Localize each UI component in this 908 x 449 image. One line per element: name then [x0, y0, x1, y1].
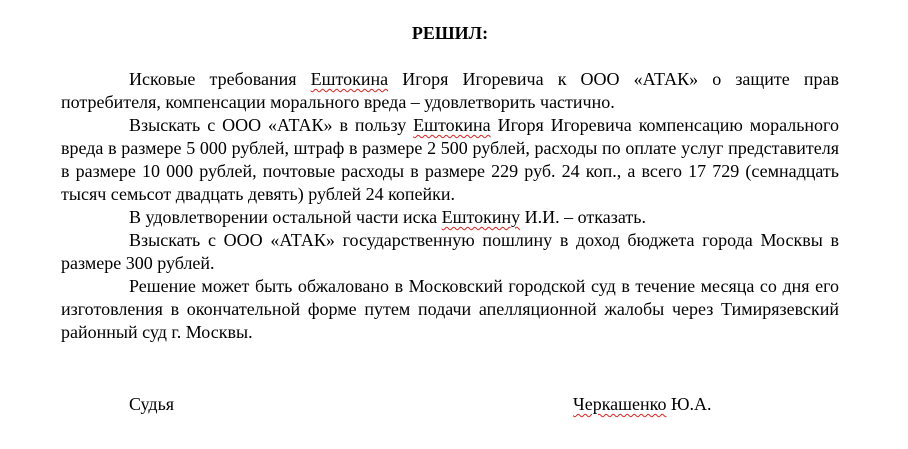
judge-surname: Черкашенко: [573, 394, 667, 414]
decision-body: [61, 68, 839, 344]
signature-role: Судья: [129, 394, 175, 414]
paragraph-text: Игоря Игоревича к ООО «АТАК» о защите прав потребителя, компенсации морального вреда – удовлетворить частично.: [61, 69, 839, 112]
plaintiff-surname: Ештокина: [413, 115, 491, 135]
paragraph-text: Взыскать с ООО «АТАК» в пользу: [129, 115, 414, 135]
paragraph-text: И.И. – отказать.: [520, 207, 646, 227]
decision-heading: РЕШИЛ:: [411, 23, 489, 43]
signature-name: [573, 393, 711, 416]
judge-initials: Ю.А.: [666, 394, 712, 414]
paragraph-remaining-claims-denied: [61, 206, 839, 229]
paragraph-text: Игоря Игоревича компенсацию морального вреда в размере 5 000 рублей, штраф в размере 2 500 рублей, расходы по оплате услуг представителя в размере 10 000 рублей, почтовые расходы в размере 229 руб. 24 коп., а всего 17 729 (семнадцать тысяч семьсот двадцать девять) рублей 24 копейки.: [61, 115, 839, 204]
plaintiff-surname: Ештокину: [441, 207, 521, 227]
paragraph-appeal-notice: Решение может быть обжаловано в Московский городской суд в течение месяца со дня его изготовления в окончательной форме путем подачи апелляционной жалобы через Тимирязевский районный суд г. Москвы.: [61, 276, 839, 342]
paragraph-text: В удовлетворении остальной части иска: [129, 207, 442, 227]
paragraph-recovery-amounts: [61, 114, 839, 206]
plaintiff-surname: Ештокина: [310, 69, 389, 89]
paragraph-claims-partially-granted: [61, 68, 839, 114]
paragraph-text: Исковые требования: [129, 69, 311, 89]
paragraph-state-duty: Взыскать с ООО «АТАК» государственную пошлину в доход бюджета города Москвы в размере 300 рублей.: [61, 230, 839, 273]
document-page: [61, 0, 839, 449]
